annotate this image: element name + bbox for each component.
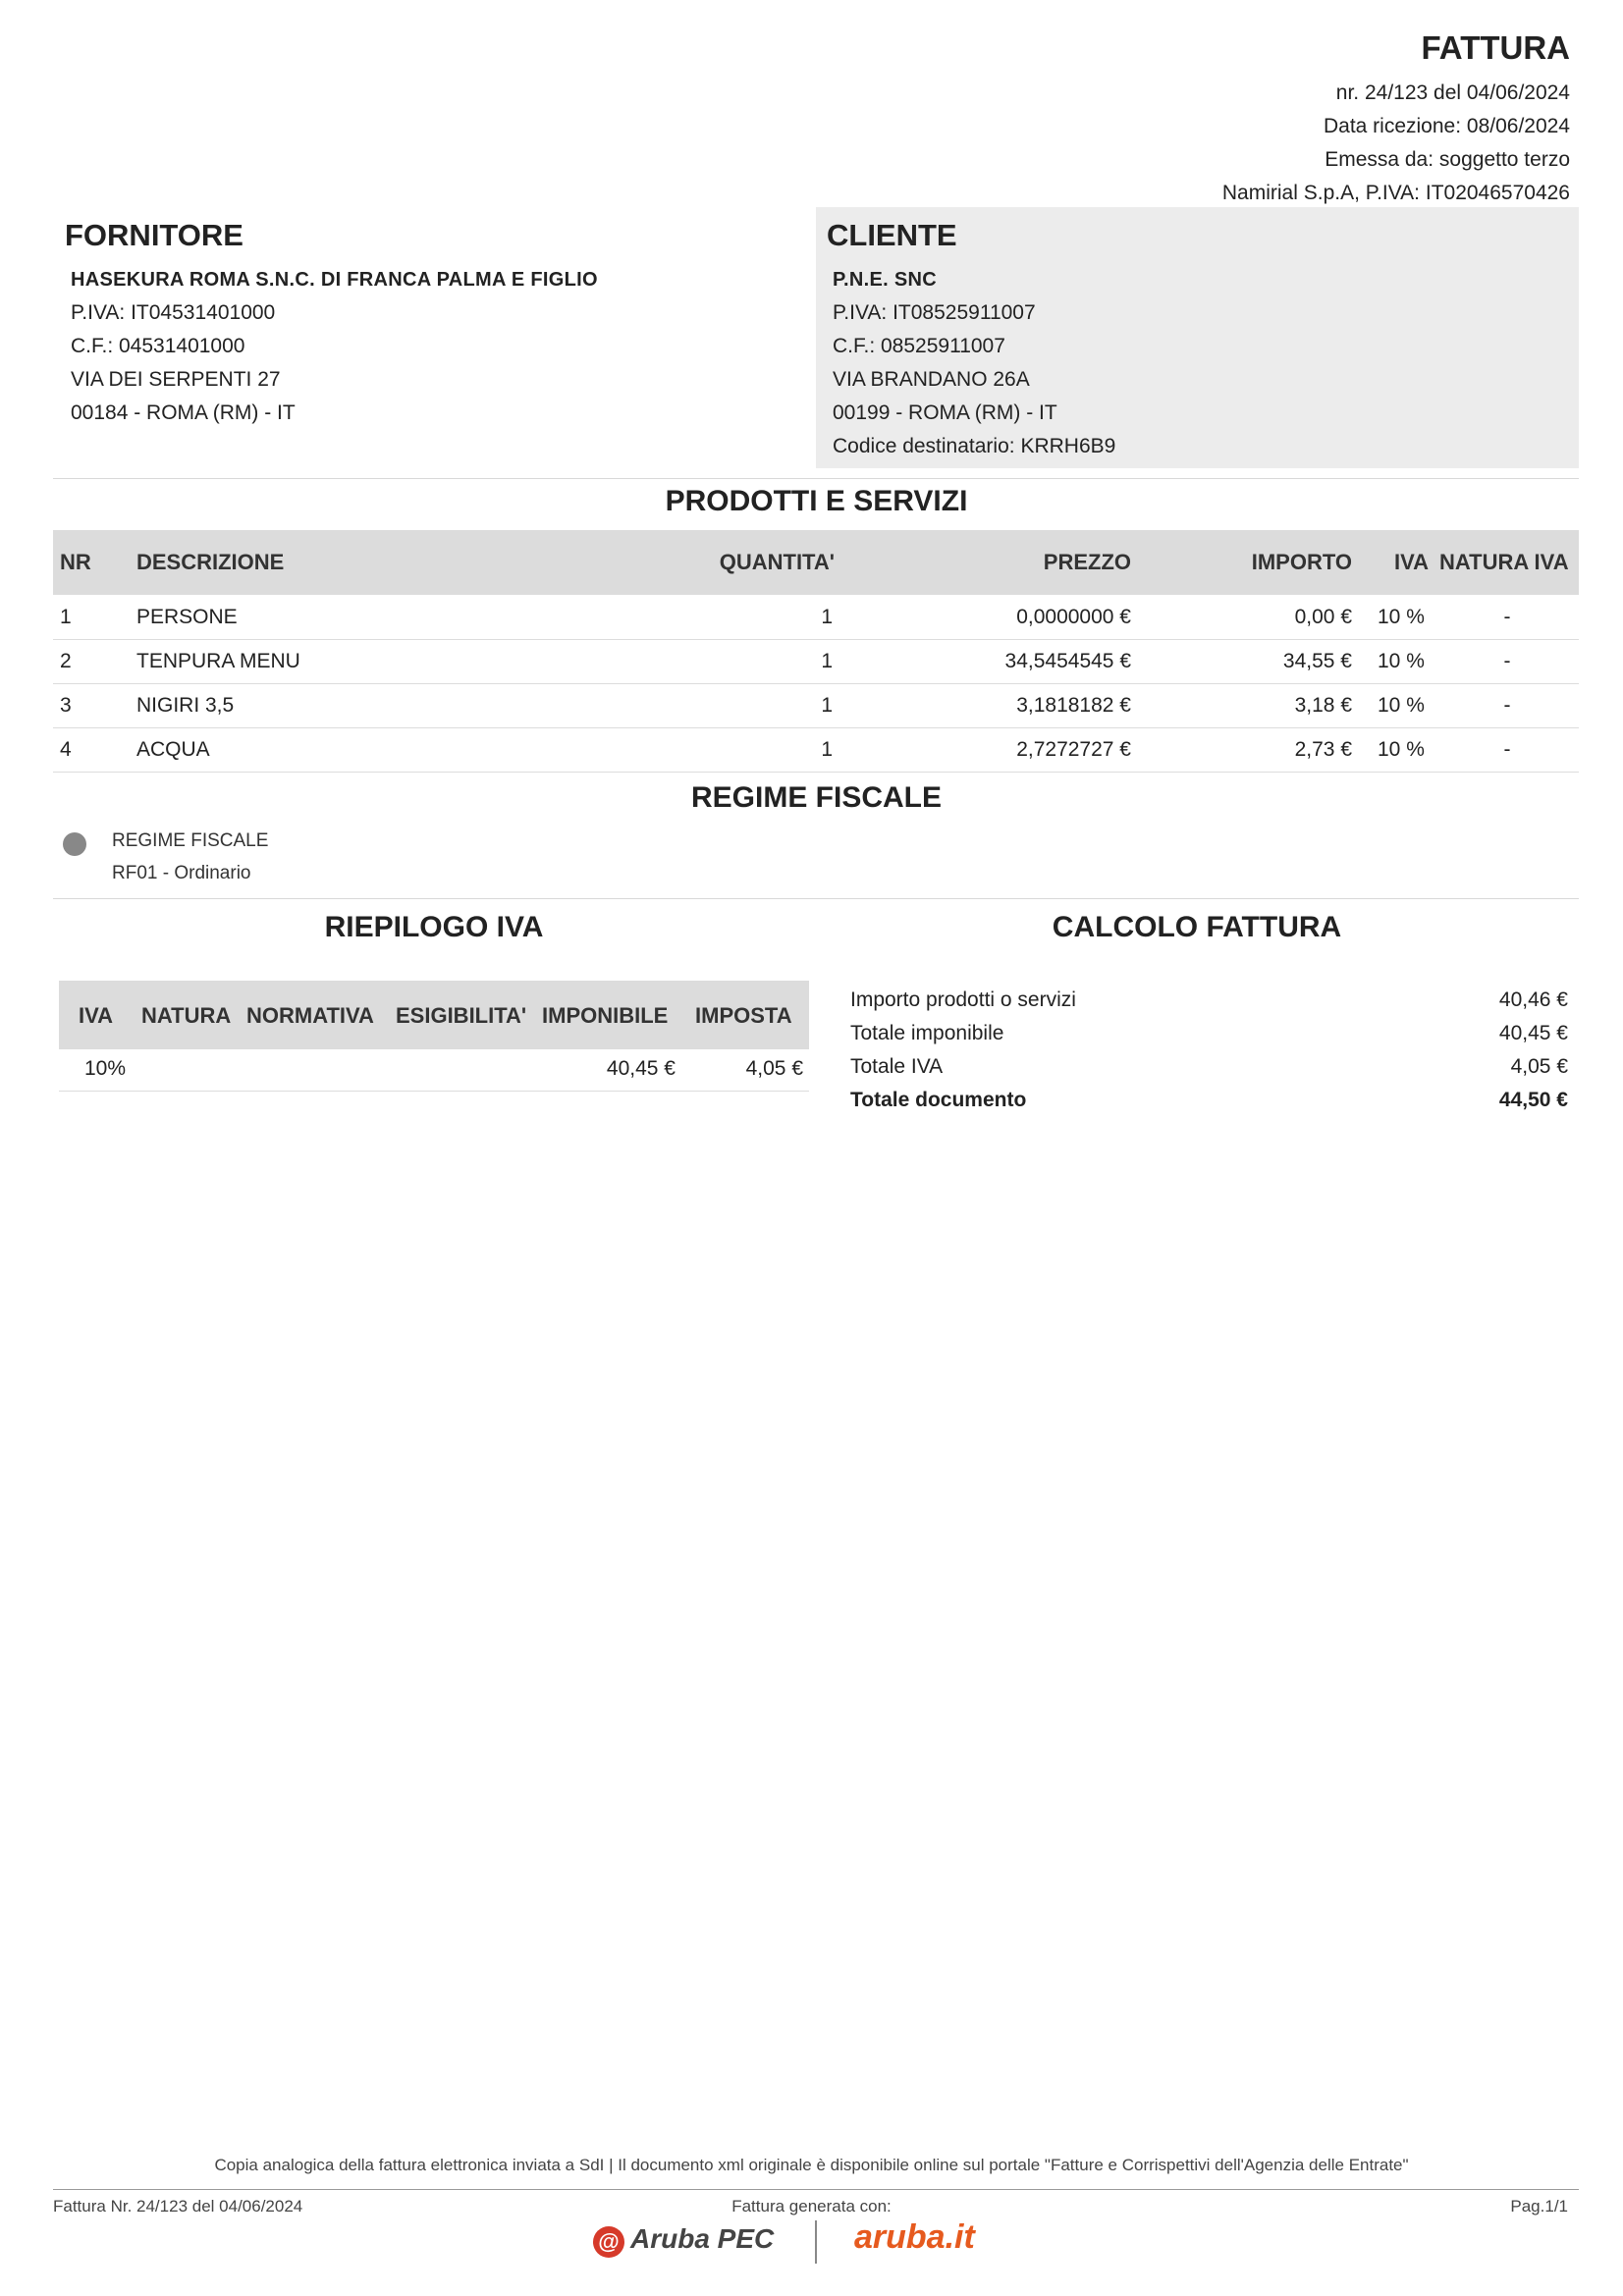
regime-value: RF01 - Ordinario	[112, 863, 251, 883]
issuer: Namirial S.p.A, P.IVA: IT02046570426	[1221, 182, 1570, 204]
calc-value: 40,46 €	[1498, 988, 1568, 1011]
client-dest-code: Codice destinatario: KRRH6B9	[833, 435, 1116, 457]
footer-page: Pag.1/1	[1510, 2197, 1568, 2216]
logo-separator	[815, 2220, 817, 2264]
aruba-it-logo: aruba.it	[854, 2218, 975, 2256]
client-address: VIA BRANDANO 26A	[833, 368, 1030, 391]
bullet-icon	[63, 832, 86, 856]
row-quantity: 1	[821, 606, 833, 628]
row-natura: -	[1503, 606, 1511, 628]
col-imposta: IMPOSTA	[695, 1003, 792, 1028]
row-natura: -	[1503, 694, 1511, 717]
calc-label: Totale imponibile	[850, 1022, 1004, 1044]
row-description: TENPURA MENU	[136, 650, 300, 672]
invoice-number: nr. 24/123 del 04/06/2024	[1335, 81, 1570, 104]
row-iva: 10 %	[1378, 650, 1425, 672]
row-price: 0,0000000 €	[1016, 606, 1131, 628]
col-natura-iva: NATURA IVA	[1439, 550, 1569, 574]
col-iva: IVA	[79, 1003, 114, 1028]
row-natura: -	[1503, 738, 1511, 761]
col-amount: IMPORTO	[1251, 550, 1352, 574]
row-nr: 2	[60, 650, 72, 672]
col-description: DESCRIZIONE	[136, 550, 285, 574]
issued-by: Emessa da: soggetto terzo	[1325, 148, 1570, 171]
client-block	[833, 263, 1115, 463]
aruba-pec-logo: Aruba PEC	[630, 2223, 775, 2254]
client-piva: P.IVA: IT08525911007	[833, 301, 1036, 324]
col-natura: NATURA	[141, 1003, 232, 1028]
regime-label: REGIME FISCALE	[112, 830, 269, 851]
divider	[53, 898, 1579, 899]
supplier-city: 00184 - ROMA (RM) - IT	[71, 401, 296, 424]
row-description: NIGIRI 3,5	[136, 694, 235, 717]
supplier-title: FORNITORE	[65, 218, 243, 252]
calc-label: Totale IVA	[850, 1055, 944, 1078]
col-nr: NR	[60, 550, 91, 574]
footer-note: Copia analogica della fattura elettronica inviata a SdI | Il documento xml originale è disponibile online sul portale "Fatture e Corrispettivi dell'Agenzia delle Entrate"	[214, 2156, 1409, 2174]
row-iva: 10 %	[1378, 738, 1425, 761]
row-iva: 10 %	[1378, 694, 1425, 717]
regime-title: REGIME FISCALE	[690, 781, 942, 814]
row-amount: 3,18 €	[1294, 694, 1352, 717]
products-title: PRODOTTI E SERVIZI	[665, 485, 968, 517]
footer-generated-with: Fattura generata con:	[731, 2197, 892, 2216]
col-imponibile: IMPONIBILE	[542, 1003, 669, 1028]
supplier-address: VIA DEI SERPENTI 27	[71, 368, 281, 391]
row-amount: 34,55 €	[1282, 650, 1352, 672]
footer-divider	[53, 2189, 1579, 2190]
client-name: P.N.E. SNC	[833, 269, 937, 291]
row-price: 34,5454545 €	[1004, 650, 1131, 672]
row-amount: 2,73 €	[1294, 738, 1352, 761]
row-quantity: 1	[821, 694, 833, 717]
iva-summary-title: RIEPILOGO IVA	[324, 911, 544, 943]
col-price: PREZZO	[1043, 550, 1131, 574]
row-price: 2,7272727 €	[1016, 738, 1131, 761]
col-normativa: NORMATIVA	[246, 1003, 374, 1028]
calc-value: 40,45 €	[1498, 1022, 1568, 1044]
calc-value: 4,05 €	[1510, 1055, 1568, 1078]
client-city: 00199 - ROMA (RM) - IT	[833, 401, 1057, 424]
row-nr: 3	[60, 694, 72, 717]
col-quantity: QUANTITA'	[719, 550, 835, 574]
invoice-meta	[1222, 77, 1570, 210]
calc-label: Importo prodotti o servizi	[850, 988, 1076, 1011]
row-description: PERSONE	[136, 606, 238, 628]
iva-imponibile: 40,45 €	[606, 1057, 676, 1080]
row-natura: -	[1503, 650, 1511, 672]
supplier-name: HASEKURA ROMA S.N.C. DI FRANCA PALMA E FIGLIO	[71, 269, 598, 291]
received-date: Data ricezione: 08/06/2024	[1323, 115, 1570, 137]
row-nr: 4	[60, 738, 72, 761]
supplier-cf: C.F.: 04531401000	[71, 335, 245, 357]
row-iva: 10 %	[1378, 606, 1425, 628]
row-description: ACQUA	[136, 738, 210, 761]
footer-invoice-ref: Fattura Nr. 24/123 del 04/06/2024	[53, 2197, 303, 2216]
calc-title: CALCOLO FATTURA	[1052, 911, 1342, 943]
total-label: Totale documento	[850, 1089, 1027, 1111]
row-price: 3,1818182 €	[1016, 694, 1131, 717]
row-quantity: 1	[821, 738, 833, 761]
total-value: 44,50 €	[1498, 1089, 1568, 1111]
row-nr: 1	[60, 606, 72, 628]
supplier-piva: P.IVA: IT04531401000	[71, 301, 276, 324]
row-amount: 0,00 €	[1294, 606, 1352, 628]
supplier-block	[71, 263, 598, 430]
col-iva: IVA	[1393, 550, 1429, 574]
divider	[53, 478, 1579, 479]
document-title: FATTURA	[1421, 29, 1570, 66]
aruba-pec-icon: @	[593, 2226, 624, 2258]
row-quantity: 1	[821, 650, 833, 672]
client-title: CLIENTE	[827, 218, 957, 252]
iva-imposta: 4,05 €	[745, 1057, 803, 1080]
col-esigibilita: ESIGIBILITA'	[396, 1003, 527, 1028]
iva-rate: 10%	[84, 1057, 127, 1080]
client-cf: C.F.: 08525911007	[833, 335, 1005, 357]
